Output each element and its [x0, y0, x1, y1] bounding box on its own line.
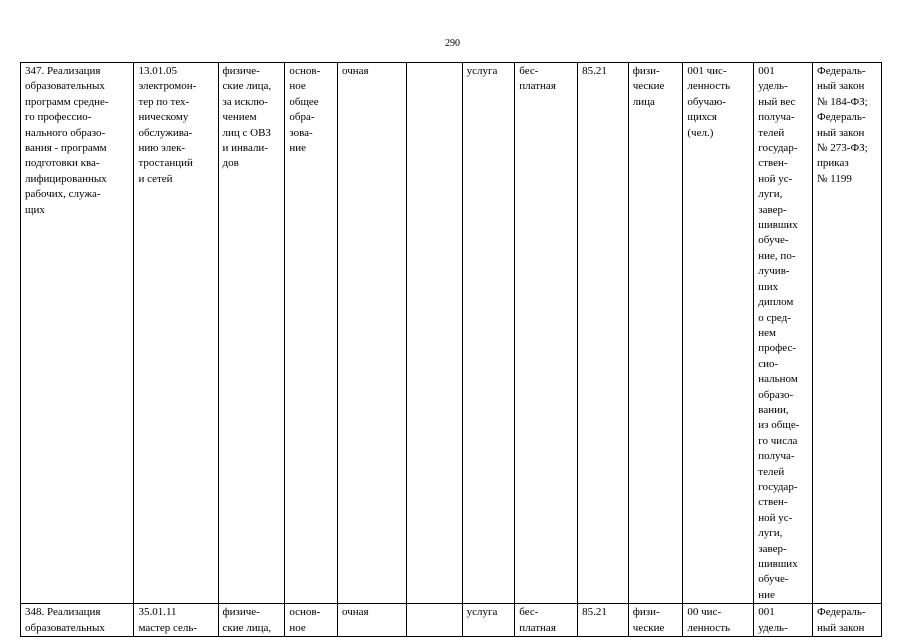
- specialty-code-cell: 35.01.11 мастер сель-: [134, 604, 218, 637]
- service-name-cell: 347. Реализация образовательных программ средне- го профессио- нального образо- вания - программ подготовки ква- лифицированных рабочих, служа- щих: [21, 63, 134, 604]
- service-name-cell: 348. Реализация образовательных: [21, 604, 134, 637]
- legal-basis-cell: Федераль- ный закон № 184-ФЗ; Федераль- ный закон № 273-ФЗ; приказ № 1199: [813, 63, 882, 604]
- service-type-cell: услуга: [462, 604, 515, 637]
- okved-code-cell: 85.21: [578, 63, 629, 604]
- services-register-table: [20, 62, 882, 637]
- consumer-category-cell: физиче- ские лица,: [218, 604, 285, 637]
- okved-code-cell: 85.21: [578, 604, 629, 637]
- recipients-cell: физи- ческие лица: [628, 63, 683, 604]
- volume-indicator-cell: 001 чис- ленность обучаю- щихся (чел.): [683, 63, 754, 604]
- service-type-cell: услуга: [462, 63, 515, 604]
- education-base-cell: основ- ное: [285, 604, 338, 637]
- table-row: [21, 604, 882, 637]
- empty-cell: [406, 63, 462, 604]
- quality-indicator-cell: 001 удель-: [754, 604, 813, 637]
- table-row: [21, 63, 882, 604]
- consumer-category-cell: физиче- ские лица, за исклю- чением лиц с ОВЗ и инвали- дов: [218, 63, 285, 604]
- empty-cell: [406, 604, 462, 637]
- study-form-cell: очная: [338, 63, 407, 604]
- study-form-cell: очная: [338, 604, 407, 637]
- payment-cell: бес- платная: [515, 604, 578, 637]
- payment-cell: бес- платная: [515, 63, 578, 604]
- quality-indicator-cell: 001 удель- ный вес получа- телей государ- ствен- ной ус- луги, завер- шивших обуче- ние, по- лучив- ших диплом о сред- нем профес- сио- нальном образо- вании, из обще- го числа получа- телей государ- ствен- ной ус- луги, завер- шивших обуче- ние: [754, 63, 813, 604]
- recipients-cell: физи- ческие: [628, 604, 683, 637]
- volume-indicator-cell: 00 чис- ленность: [683, 604, 754, 637]
- education-base-cell: основ- ное общее обра- зова- ние: [285, 63, 338, 604]
- page-number: 290: [445, 38, 460, 49]
- specialty-code-cell: 13.01.05 электромон- тер по тех- ническому обслужива- нию элек- тростанций и сетей: [134, 63, 218, 604]
- legal-basis-cell: Федераль- ный закон: [813, 604, 882, 637]
